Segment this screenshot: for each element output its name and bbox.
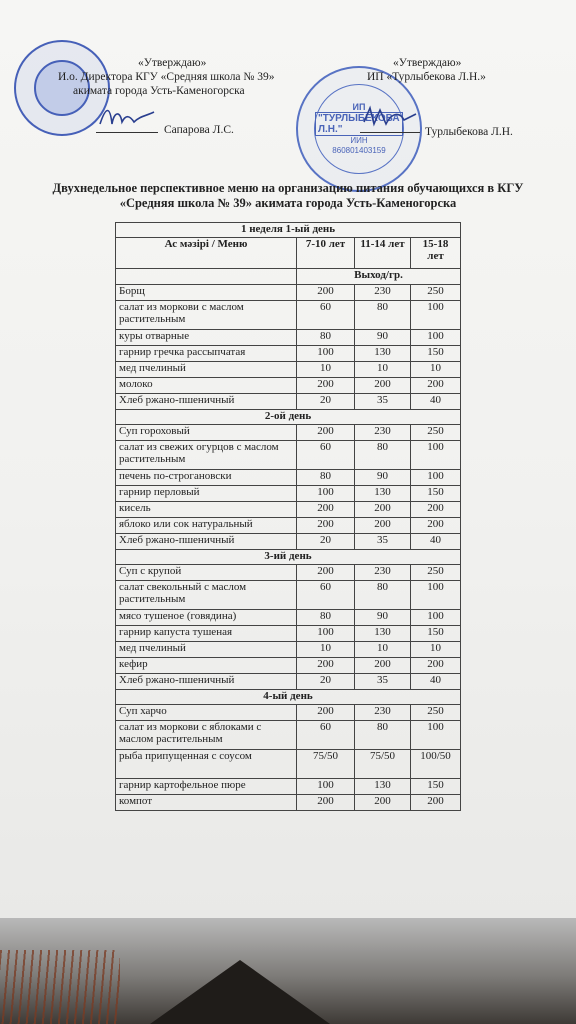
table-row	[116, 486, 461, 502]
table-row	[116, 346, 461, 362]
dish-column-header: Ас мәзірі / Меню	[116, 238, 297, 269]
table-row	[116, 378, 461, 394]
portion-7-10: 200	[297, 795, 355, 811]
portion-15-18: 200	[411, 518, 461, 534]
table-row	[116, 658, 461, 674]
dish-name: печень по-строгановски	[116, 470, 297, 486]
table-row	[116, 534, 461, 550]
portion-11-14: 130	[355, 779, 411, 795]
portion-11-14: 35	[355, 394, 411, 410]
portion-11-14: 90	[355, 610, 411, 626]
table-row	[116, 674, 461, 690]
portion-15-18: 150	[411, 779, 461, 795]
portion-11-14: 130	[355, 486, 411, 502]
portion-15-18: 100	[411, 330, 461, 346]
dish-name: салат из свежих огурцов с маслом растительным	[116, 441, 297, 470]
portion-7-10: 60	[297, 301, 355, 330]
portion-11-14: 75/50	[355, 750, 411, 779]
portion-15-18: 250	[411, 565, 461, 581]
table-row	[116, 705, 461, 721]
portion-11-14: 10	[355, 642, 411, 658]
portion-11-14: 90	[355, 330, 411, 346]
portion-15-18: 10	[411, 362, 461, 378]
shadow	[150, 960, 330, 1024]
table-row	[116, 285, 461, 301]
portion-7-10: 200	[297, 425, 355, 441]
portion-7-10: 20	[297, 674, 355, 690]
approve-left-label: «Утверждаю»	[138, 57, 207, 69]
day-header-row	[116, 223, 461, 238]
table-row	[116, 425, 461, 441]
table-row	[116, 362, 461, 378]
portion-15-18: 200	[411, 795, 461, 811]
portion-7-10: 20	[297, 534, 355, 550]
dish-name: рыба припущенная с соусом	[116, 750, 297, 779]
portion-11-14: 130	[355, 346, 411, 362]
stamp-line-1: ИП	[352, 102, 366, 112]
approve-right-name: Турлыбекова Л.Н.	[425, 126, 513, 138]
dish-name: салат из моркови с маслом растительным	[116, 301, 297, 330]
approve-right-label: «Утверждаю»	[393, 57, 462, 69]
table-row	[116, 470, 461, 486]
table-row	[116, 565, 461, 581]
portion-15-18: 40	[411, 674, 461, 690]
portion-7-10: 200	[297, 518, 355, 534]
portion-11-14: 80	[355, 581, 411, 610]
dish-name: молоко	[116, 378, 297, 394]
portion-11-14: 80	[355, 301, 411, 330]
portion-11-14: 35	[355, 534, 411, 550]
day-title: 4-ый день	[116, 690, 461, 705]
portion-15-18: 150	[411, 346, 461, 362]
portion-7-10: 200	[297, 705, 355, 721]
dish-name: яблоко или сок натуральный	[116, 518, 297, 534]
portion-15-18: 100	[411, 721, 461, 750]
portion-11-14: 80	[355, 721, 411, 750]
dish-name: Хлеб ржано-пшеничный	[116, 394, 297, 410]
dish-name: салат из моркови с яблоками с маслом растительным	[116, 721, 297, 750]
table-row	[116, 301, 461, 330]
carpet-fringe	[0, 950, 120, 1024]
portion-11-14: 90	[355, 470, 411, 486]
portion-11-14: 80	[355, 441, 411, 470]
dish-name: гарнир гречка рассыпчатая	[116, 346, 297, 362]
portion-11-14: 230	[355, 705, 411, 721]
portion-11-14: 230	[355, 565, 411, 581]
table-row	[116, 795, 461, 811]
table-row	[116, 502, 461, 518]
portion-15-18: 200	[411, 502, 461, 518]
portion-11-14: 200	[355, 795, 411, 811]
table-row	[116, 779, 461, 795]
portion-15-18: 200	[411, 378, 461, 394]
portion-11-14: 35	[355, 674, 411, 690]
dish-name: гарнир капуста тушеная	[116, 626, 297, 642]
portion-7-10: 80	[297, 610, 355, 626]
approve-left-city: акимата города Усть-Каменогорска	[73, 85, 245, 97]
portion-11-14: 200	[355, 378, 411, 394]
table-row	[116, 721, 461, 750]
age-15-18-header: 15-18 лет	[411, 238, 461, 269]
dish-name: Суп харчо	[116, 705, 297, 721]
approve-left-position: И.о. Директора КГУ «Средняя школа № 39»	[58, 71, 275, 83]
portion-7-10: 200	[297, 502, 355, 518]
dish-name: Хлеб ржано-пшеничный	[116, 674, 297, 690]
dish-name: компот	[116, 795, 297, 811]
dish-name: Борщ	[116, 285, 297, 301]
portion-15-18: 250	[411, 285, 461, 301]
dish-name: гарнир перловый	[116, 486, 297, 502]
dish-name: кефир	[116, 658, 297, 674]
portion-15-18: 100	[411, 301, 461, 330]
portion-15-18: 100	[411, 581, 461, 610]
portion-11-14: 200	[355, 518, 411, 534]
portion-7-10: 200	[297, 285, 355, 301]
table-row	[116, 518, 461, 534]
portion-15-18: 200	[411, 658, 461, 674]
dish-name: куры отварные	[116, 330, 297, 346]
stamp-line-2: "ТУРЛЫБЕКОВА Л.Н."	[315, 112, 403, 136]
portion-11-14: 230	[355, 285, 411, 301]
dish-name: мед пчелиный	[116, 362, 297, 378]
portion-7-10: 80	[297, 330, 355, 346]
portion-7-10: 10	[297, 362, 355, 378]
portion-7-10: 200	[297, 378, 355, 394]
stamp-line-3: ИИН	[350, 136, 368, 145]
table-row	[116, 626, 461, 642]
dish-name: Суп гороховый	[116, 425, 297, 441]
day-header-row	[116, 410, 461, 425]
unit-label: Выход/гр.	[297, 269, 461, 285]
dish-name: Хлеб ржано-пшеничный	[116, 534, 297, 550]
age-11-14-header: 11-14 лет	[355, 238, 411, 269]
portion-7-10: 20	[297, 394, 355, 410]
unit-row	[116, 269, 461, 285]
dish-name: кисель	[116, 502, 297, 518]
portion-7-10: 200	[297, 658, 355, 674]
portion-7-10: 80	[297, 470, 355, 486]
signature-left	[96, 112, 158, 133]
portion-7-10: 100	[297, 486, 355, 502]
dish-name: мед пчелиный	[116, 642, 297, 658]
portion-15-18: 40	[411, 534, 461, 550]
day-title: 3-ий день	[116, 550, 461, 565]
dish-name: салат свекольный с маслом растительным	[116, 581, 297, 610]
portion-15-18: 150	[411, 626, 461, 642]
approve-left-name: Сапарова Л.С.	[164, 124, 234, 136]
day-header-row	[116, 550, 461, 565]
portion-15-18: 100/50	[411, 750, 461, 779]
dish-name: мясо тушеное (говядина)	[116, 610, 297, 626]
portion-7-10: 75/50	[297, 750, 355, 779]
age-7-10-header: 7-10 лет	[297, 238, 355, 269]
portion-7-10: 100	[297, 626, 355, 642]
day-title: 2-ой день	[116, 410, 461, 425]
table-row	[116, 581, 461, 610]
portion-7-10: 60	[297, 581, 355, 610]
table-row	[116, 610, 461, 626]
portion-15-18: 250	[411, 705, 461, 721]
dish-name: гарнир картофельное пюре	[116, 779, 297, 795]
approve-right-position: ИП «Турлыбекова Л.Н.»	[367, 71, 486, 83]
document-title-line-2: «Средняя школа № 39» акимата города Усть-Каменогорска	[119, 196, 457, 210]
stamp-line-4: 860801403159	[332, 146, 386, 155]
table-row	[116, 330, 461, 346]
portion-11-14: 200	[355, 502, 411, 518]
portion-11-14: 230	[355, 425, 411, 441]
portion-11-14: 200	[355, 658, 411, 674]
portion-15-18: 40	[411, 394, 461, 410]
document-title-line-1: Двухнедельное перспективное меню на организацию питания обучающихся в КГУ	[52, 181, 524, 195]
portion-15-18: 250	[411, 425, 461, 441]
table-row	[116, 394, 461, 410]
menu-table	[115, 222, 461, 811]
signature-right	[360, 112, 420, 133]
portion-7-10: 100	[297, 346, 355, 362]
column-header-row	[116, 238, 461, 269]
portion-15-18: 150	[411, 486, 461, 502]
portion-15-18: 100	[411, 441, 461, 470]
day-title: 1 неделя 1-ый день	[116, 223, 461, 238]
portion-15-18: 100	[411, 610, 461, 626]
day-header-row	[116, 690, 461, 705]
table-row	[116, 750, 461, 779]
portion-15-18: 100	[411, 470, 461, 486]
portion-7-10: 100	[297, 779, 355, 795]
table-row	[116, 441, 461, 470]
portion-7-10: 10	[297, 642, 355, 658]
portion-7-10: 60	[297, 441, 355, 470]
portion-7-10: 60	[297, 721, 355, 750]
portion-7-10: 200	[297, 565, 355, 581]
dish-name: Суп с крупой	[116, 565, 297, 581]
portion-15-18: 10	[411, 642, 461, 658]
portion-11-14: 10	[355, 362, 411, 378]
portion-11-14: 130	[355, 626, 411, 642]
table-row	[116, 642, 461, 658]
